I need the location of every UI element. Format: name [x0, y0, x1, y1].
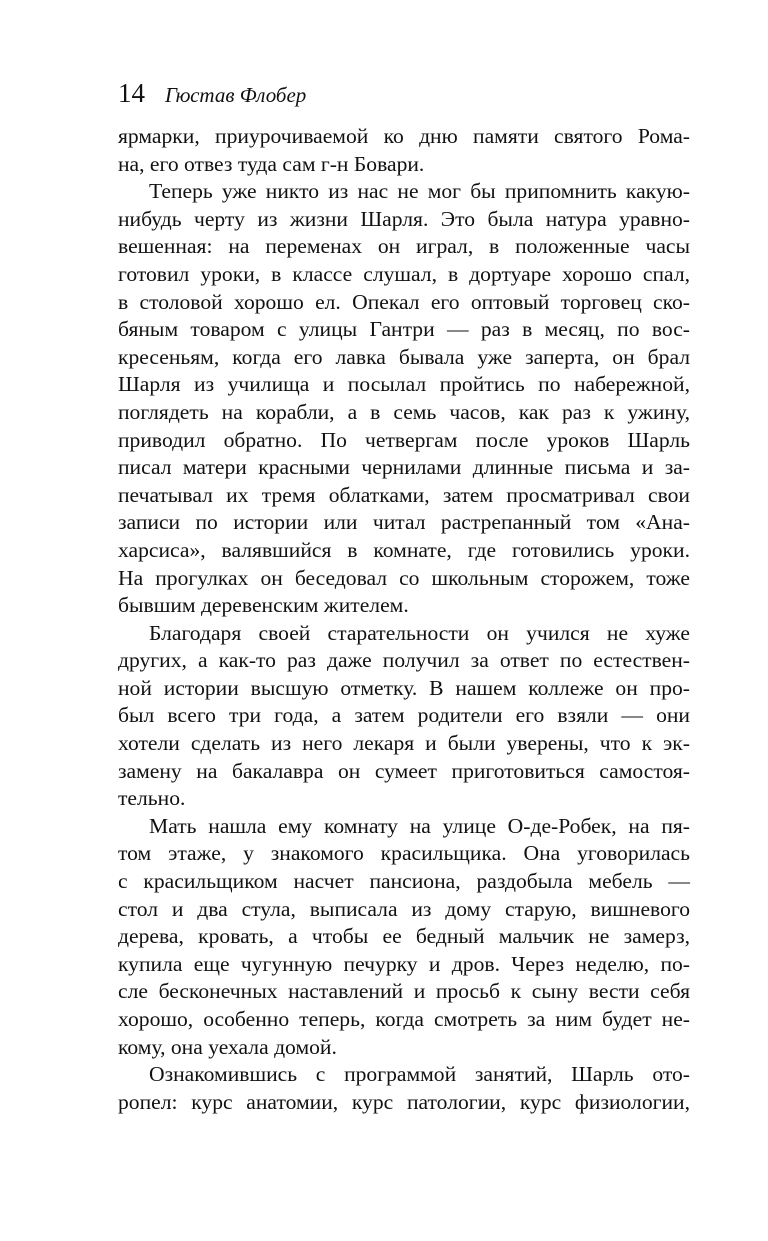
text-line: кому, она уехала домой. [118, 1034, 337, 1059]
text-line: кресеньям, когда его лавка бывала уже заперта, он брал [118, 344, 690, 369]
page-header [118, 78, 306, 109]
text-line: На прогулках он беседовал со школьным сторожем, тоже [118, 565, 690, 590]
text-line: купила еще чугунную печурку и дров. Через неделю, по- [118, 951, 690, 976]
text-line: замену на бакалавра он сумеет приготовиться самостоя- [118, 758, 690, 783]
text-line: записи по истории или читал растрепанный том «Ана- [118, 510, 690, 535]
text-line: стол и два стула, выписала из дому старую, вишневого [118, 896, 690, 921]
text-line: том этаже, у знакомого красильщика. Она уговорилась [118, 841, 690, 866]
text-line: был всего три года, а затем родители его взяли — они [118, 703, 690, 728]
text-line: сле бесконечных наставлений и просьб к сыну вести себя [118, 979, 690, 1004]
text-line: писал матери красными чернилами длинные письма и за- [118, 455, 690, 480]
text-line: Теперь уже никто из нас не мог бы припомнить какую- [149, 179, 690, 204]
text-line: ропел: курс анатомии, курс патологии, курс физиологии, [118, 1089, 690, 1114]
text-line: харсиса», валявшийся в комнате, где готовились уроки. [118, 537, 690, 562]
text-line: хотели сделать из него лекаря и были уверены, что к эк- [118, 731, 690, 756]
text-line: хорошо, особенно теперь, когда смотреть за ним будет не- [118, 1007, 690, 1031]
text-line: тельно. [118, 786, 186, 811]
text-line: бяным товаром с улицы Гантри — раз в месяц, по вос- [118, 317, 690, 342]
text-line: печатывал их тремя облатками, затем просматривал свои [118, 482, 690, 507]
text-line: Мать нашла ему комнату на улице О-де-Робек, на пя- [149, 813, 690, 838]
text-line: Ознакомившись с программой занятий, Шарль ото- [149, 1062, 690, 1087]
text-line: поглядеть на корабли, а в семь часов, как раз к ужину, [118, 399, 690, 424]
text-line: приводил обратно. По четвергам после уроков Шарль [118, 427, 690, 452]
body-text [118, 123, 690, 1116]
text-line: дерева, кровать, а чтобы ее бедный мальчик не замерз, [118, 924, 690, 949]
text-line: вешенная: на переменах он играл, в положенные часы [118, 234, 690, 259]
text-line: нибудь черту из жизни Шарля. Это была натура уравно- [118, 206, 690, 231]
text-line: Шарля из училища и посылал пройтись по набережной, [118, 372, 690, 397]
page-number: 14 [118, 78, 145, 108]
text-line: бывшим деревенским жителем. [118, 593, 409, 618]
text-line: ярмарки, приурочиваемой ко дню памяти святого Рома- [118, 124, 690, 148]
text-line: в столовой хорошо ел. Опекал его оптовый торговец ско- [118, 289, 690, 314]
text-line: других, а как-то раз даже получил за ответ по естествен- [118, 648, 690, 673]
running-head: Гюстав Флобер [165, 83, 307, 107]
text-line: с красильщиком насчет пансиона, раздобыла мебель — [118, 869, 690, 894]
text-line: Благодаря своей старательности он учился не хуже [149, 620, 690, 645]
text-line: готовил уроки, в классе слушал, в дортуаре хорошо спал, [118, 261, 690, 286]
text-line: ной истории высшую отметку. В нашем коллеже он про- [118, 675, 690, 700]
text-line: на, его отвез туда сам г-н Бовари. [118, 151, 425, 176]
